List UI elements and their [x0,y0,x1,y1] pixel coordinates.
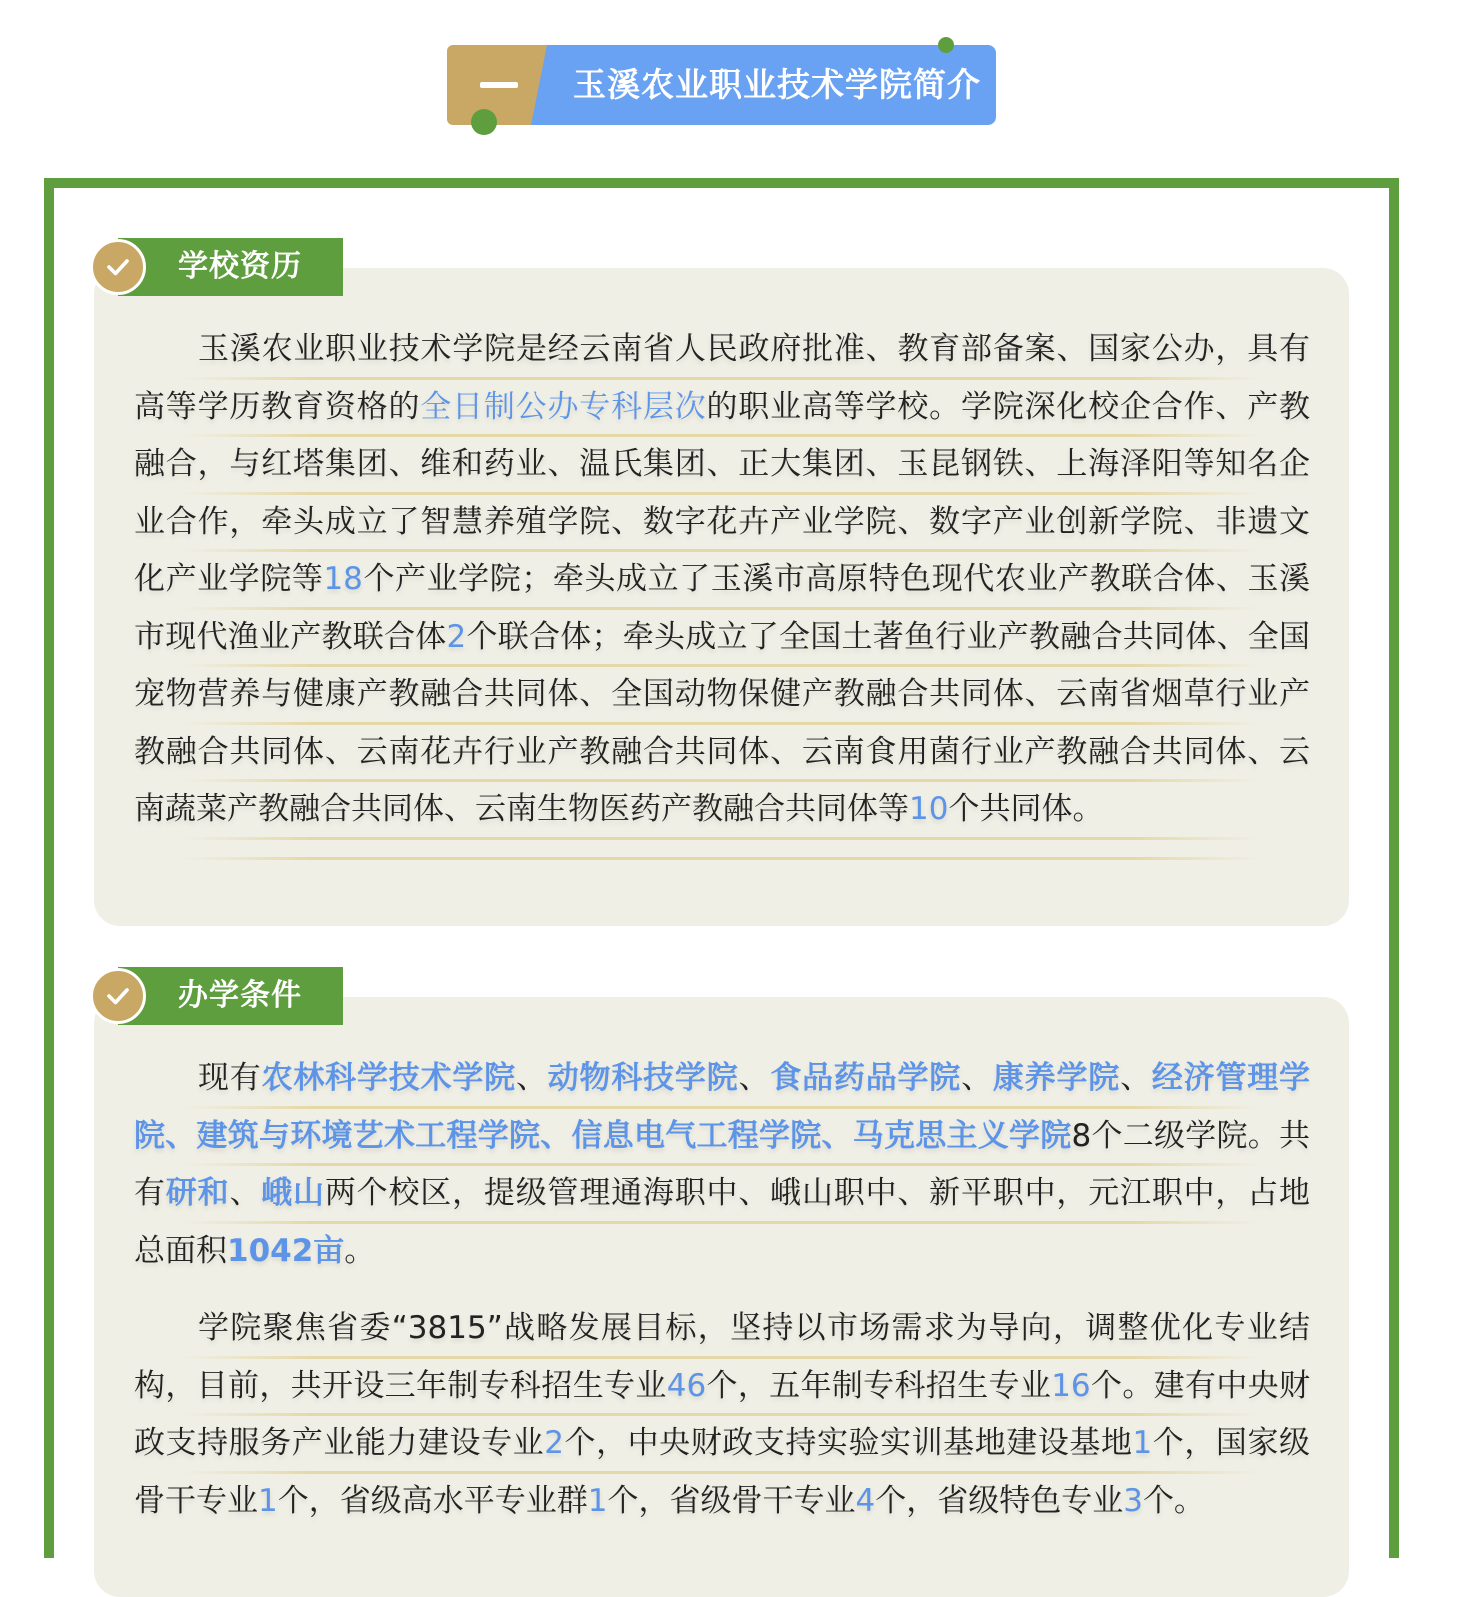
body-text: 个共同体。 [948,791,1104,827]
highlighted-text: 经济管理学院、建筑与环境艺术工程学院、信息电气工程学院、马克思主义学院 [134,1060,1311,1154]
check-icon [90,968,146,1024]
school-credentials-paragraph [134,321,1310,839]
body-text: 。 [344,1232,376,1269]
body-text: 个，省级高水平专业群 [277,1482,588,1519]
highlighted-text: 3 [1123,1482,1143,1519]
body-text: 学院聚焦省委“3815”战略发展目标，坚持以市场需求为导向，调整优化专业结构，目前，共开设三年制专科招生专业 [134,1310,1310,1404]
section-banner [447,45,996,125]
body-text: 个。建有中央财政支持服务产业能力建设专业 [134,1367,1311,1461]
body-text: 、 [961,1060,993,1096]
body-text: 的职业高等学校。学院深化校企合作、产教融合，与红塔集团、维和药业、温氏集团、正大集团、玉昆钢铁、上海泽阳等知名企业合作，牵头成立了智慧养殖学院、数字花卉产业学院、数字产业创新学院、非遗文化产业学院等 [134,388,1310,597]
section-tag-school-conditions [90,967,343,1025]
body-text: 、 [515,1060,548,1096]
body-text: 个，省级骨干专业 [607,1482,856,1519]
highlighted-text: 峨山 [261,1175,325,1211]
decorative-dot [471,109,497,135]
highlighted-text: 1042亩 [227,1232,345,1269]
banner-number [480,82,518,88]
text-underline [182,857,1262,860]
highlighted-text: 18 [323,561,363,597]
body-text: 个联合体；牵头成立了全国土著鱼行业产教融合共同体、全国宠物营养与健康产教融合共同体、全国动物保健产教融合共同体、云南省烟草行业产教融合共同体、云南花卉行业产教融合共同体、云南食用菌行业产教融合共同体、云南蔬菜产教融合共同体、云南生物医药产教融合共同体等 [134,618,1311,827]
highlighted-text: 2 [544,1425,564,1461]
body-text: 个产业学院；牵头成立了玉溪市高原特色现代农业产教联合体、玉溪市现代渔业产教联合体 [134,561,1311,655]
highlighted-text: 动物科技学院 [547,1060,739,1096]
body-text: 、 [1120,1060,1152,1096]
highlighted-text: 2 [446,618,467,655]
banner-title: 玉溪农业职业技术学院简介 [573,65,981,104]
highlighted-text: 1 [258,1482,278,1519]
section-title: 学校资历 [178,249,302,284]
highlighted-text: 46 [666,1367,707,1404]
section-title: 办学条件 [178,978,302,1013]
school-conditions-paragraph-2 [134,1300,1310,1530]
highlighted-text: 研和 [165,1175,230,1211]
decorative-dot [938,37,954,53]
section-tag-school-credentials [90,238,343,296]
highlighted-text: 食品药品学院 [770,1060,962,1096]
highlighted-text: 农林科学技术学院 [261,1060,516,1096]
body-text: 个，省级特色专业 [875,1482,1124,1519]
body-text: 个。 [1142,1482,1205,1519]
highlighted-text: 1 [1132,1425,1153,1461]
check-icon [90,239,146,295]
highlighted-text: 4 [855,1482,876,1519]
highlighted-text: 全日制公办专科层次 [420,388,707,425]
body-text: 、 [229,1175,262,1211]
body-text: 、 [738,1060,771,1096]
body-text: 现有 [198,1060,262,1096]
body-text: 个，中央财政支持实验实训基地建设基地 [563,1425,1133,1461]
highlighted-text: 16 [1051,1367,1091,1404]
body-text: 8个二级学院。共有 [134,1117,1310,1211]
body-text: 玉溪农业职业技术学院是经云南省人民政府批准、教育部备案、国家公办，具有高等学历教育资格的 [134,331,1310,425]
body-text: 个，国家级骨干专业 [134,1425,1311,1519]
highlighted-text: 10 [909,791,949,827]
school-conditions-paragraph-1 [134,1050,1310,1280]
highlighted-text: 康养学院 [992,1060,1121,1096]
highlighted-text: 1 [587,1482,608,1519]
body-text: 两个校区，提级管理通海职中、峨山职中、新平职中，元江职中，占地总面积 [134,1175,1311,1269]
body-text: 个，五年制专科招生专业 [706,1367,1052,1404]
